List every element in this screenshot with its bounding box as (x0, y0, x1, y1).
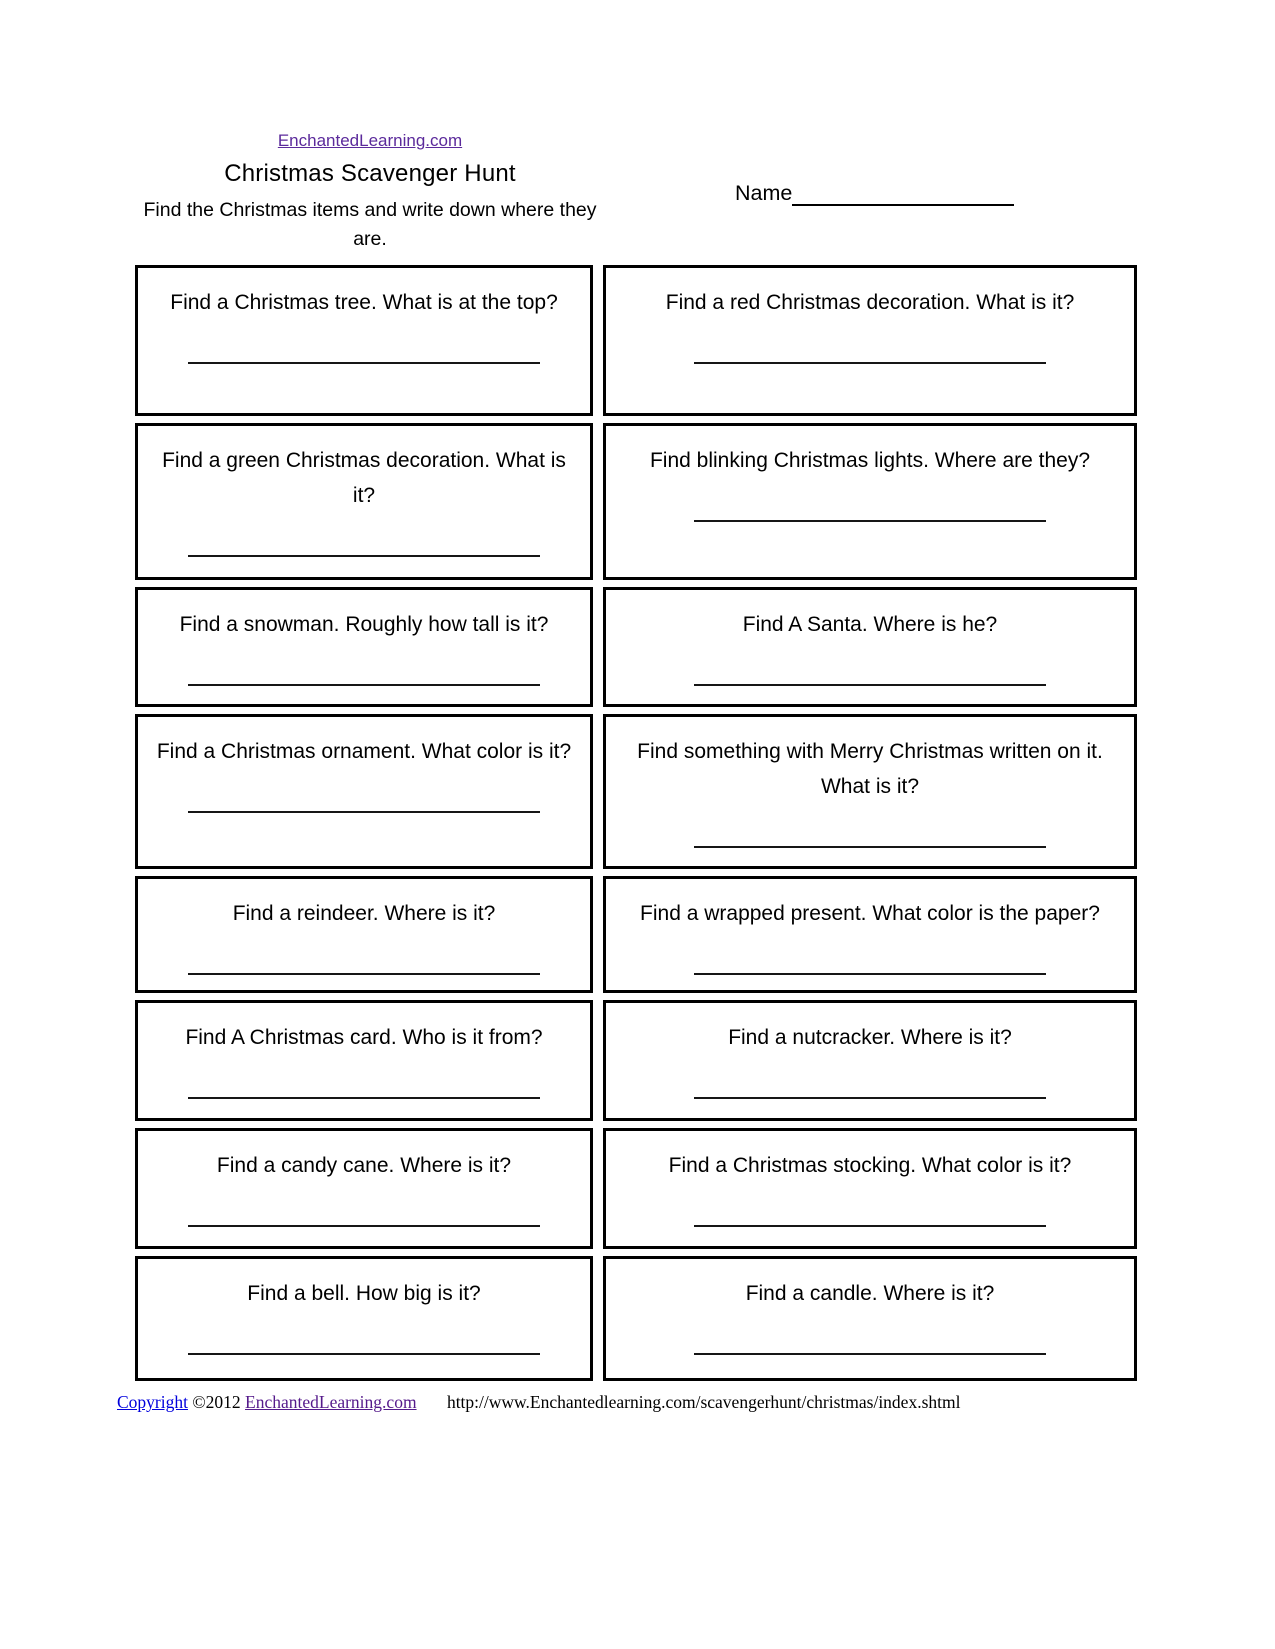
question-text: Find a wrapped present. What color is the paper? (640, 902, 1100, 925)
hunt-cell-merry-christmas-item (603, 714, 1137, 869)
question-text: Find a candy cane. Where is it? (216, 1154, 512, 1177)
answer-blank-line (188, 1225, 540, 1227)
answer-blank-line (188, 1353, 540, 1355)
answer-blank-line (188, 811, 540, 813)
question-text: Find a reindeer. Where is it? (232, 902, 496, 925)
hunt-cell-reindeer (135, 876, 593, 993)
question-text: Find A Christmas card. Who is it from? (185, 1026, 543, 1049)
hunt-cell-christmas-tree (135, 265, 593, 416)
hunt-cell-wrapped-present (603, 876, 1137, 993)
question-text: Find A Santa. Where is he? (742, 613, 998, 636)
hunt-cell-red-decoration (603, 265, 1137, 416)
copyright-year: ©2012 (192, 1392, 241, 1412)
question-text: Find blinking Christmas lights. Where are they? (649, 449, 1090, 472)
answer-blank-line (188, 555, 540, 557)
footer (117, 1392, 960, 1413)
question-text: Find a nutcracker. Where is it? (728, 1026, 1012, 1049)
copyright-link[interactable]: Copyright (117, 1392, 188, 1412)
question-text: Find a green Christmas decoration. What is it? (162, 449, 566, 507)
instructions-text: Find the Christmas items and write down where they are. (143, 199, 597, 250)
answer-blank-line (694, 1225, 1046, 1227)
answer-blank-line (694, 1097, 1046, 1099)
question-text: Find a Christmas ornament. What color is it? (156, 740, 572, 763)
hunt-cell-santa (603, 587, 1137, 707)
hunt-cell-bell (135, 1256, 593, 1381)
source-url: http://www.Enchantedlearning.com/scavengerhunt/christmas/index.shtml (446, 1392, 961, 1412)
answer-blank-line (694, 973, 1046, 975)
hunt-cell-candy-cane (135, 1128, 593, 1249)
question-text: Find a Christmas stocking. What color is it? (668, 1154, 1072, 1177)
question-text: Find a red Christmas decoration. What is it? (665, 291, 1075, 314)
header (125, 131, 615, 254)
hunt-cell-christmas-card (135, 1000, 593, 1121)
question-text: Find something with Merry Christmas written on it. What is it? (637, 740, 1103, 798)
hunt-cell-stocking (603, 1128, 1137, 1249)
answer-blank-line (694, 846, 1046, 848)
answer-blank-line (694, 684, 1046, 686)
hunt-cell-snowman (135, 587, 593, 707)
site-link[interactable]: EnchantedLearning.com (277, 131, 463, 150)
hunt-cell-blinking-lights (603, 423, 1137, 580)
name-label: Name (735, 181, 793, 205)
question-text: Find a candle. Where is it? (745, 1282, 995, 1305)
footer-site-link[interactable]: EnchantedLearning.com (245, 1392, 417, 1412)
answer-blank-line (694, 520, 1046, 522)
scavenger-hunt-grid (135, 265, 1137, 1381)
question-text: Find a snowman. Roughly how tall is it? (179, 613, 549, 636)
answer-blank-line (188, 684, 540, 686)
name-field (735, 181, 1014, 206)
answer-blank-line (188, 973, 540, 975)
question-text: Find a Christmas tree. What is at the top? (170, 291, 558, 314)
hunt-cell-green-decoration (135, 423, 593, 580)
question-text: Find a bell. How big is it? (247, 1282, 481, 1305)
answer-blank-line (694, 1353, 1046, 1355)
name-blank-line (792, 183, 1014, 206)
hunt-cell-nutcracker (603, 1000, 1137, 1121)
answer-blank-line (694, 362, 1046, 364)
hunt-cell-ornament (135, 714, 593, 869)
hunt-cell-candle (603, 1256, 1137, 1381)
answer-blank-line (188, 1097, 540, 1099)
answer-blank-line (188, 362, 540, 364)
page-title: Christmas Scavenger Hunt (224, 160, 516, 187)
